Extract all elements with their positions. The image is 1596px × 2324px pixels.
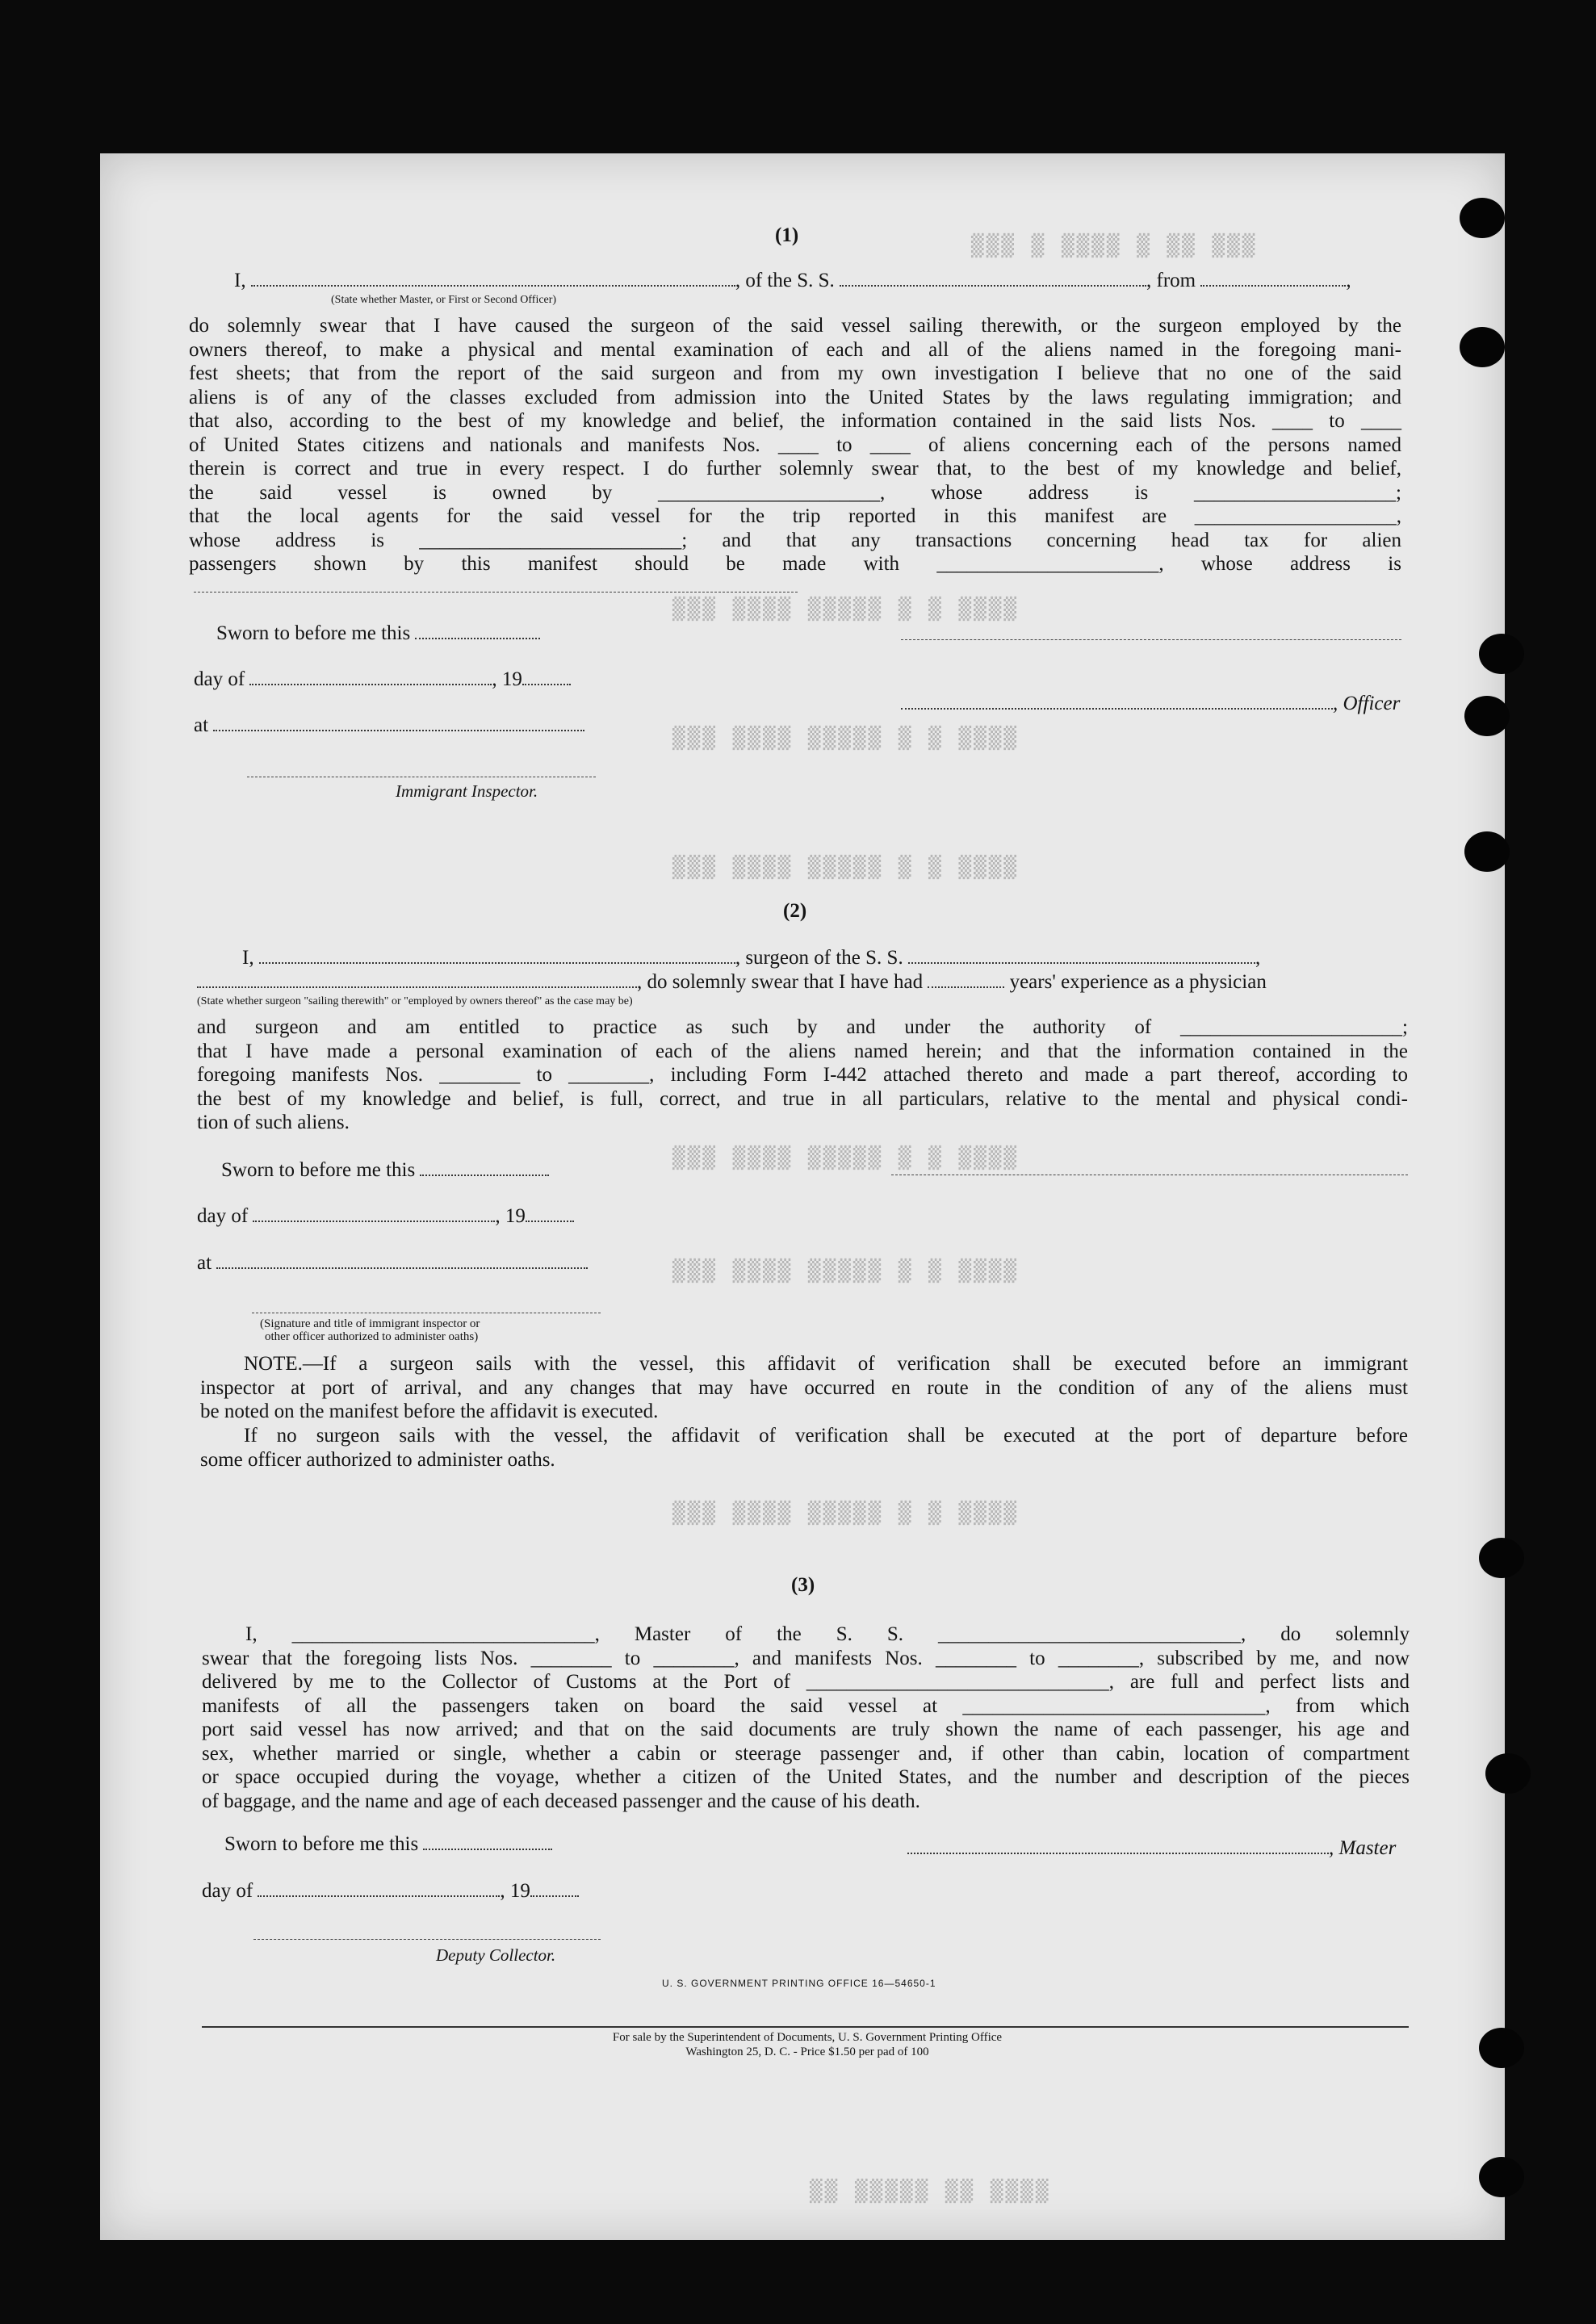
punch-hole-7	[1485, 1753, 1531, 1794]
section-3-number: (3)	[791, 1574, 815, 1596]
punch-hole-4	[1464, 696, 1510, 736]
punch-hole-8	[1479, 2028, 1524, 2068]
punch-hole-1	[1460, 198, 1505, 238]
section-2-body: and surgeon and am entitled to practice as such by and under the authority of ______________________; that I have made a personal examination of each of the aliens named herein; and that the information contained in the foregoing manifests Nos. ________ to ________, including Form I-442 attached thereto and made a part thereof, according to the best of my knowledge and belief, is full, correct, and true in all particulars, relative to the mental and physical condi- tion of such aliens.	[197, 1016, 1408, 1133]
bleed-through-row: ▒▒▒▒ ▒ ▒ ▒▒▒▒▒ ▒▒▒▒ ▒▒▒	[670, 1146, 1017, 1170]
bleed-through-row: ▒▒▒▒ ▒ ▒ ▒▒▒▒▒ ▒▒▒▒ ▒▒▒	[670, 856, 1017, 880]
punch-hole-5	[1464, 831, 1510, 872]
section-3-collector-line	[253, 1939, 601, 1940]
section-1-at: at	[194, 714, 584, 738]
footer-sale-notice	[484, 2030, 1130, 2059]
section-1-day-of: day of , 19	[194, 668, 571, 692]
section-3-day-of: day of , 19	[202, 1879, 579, 1903]
section-1-sworn: Sworn to before me this	[216, 622, 540, 646]
section-1-number: (1)	[775, 224, 799, 246]
section-2-signature-note-1: (Signature and title of immigrant inspector or	[260, 1317, 480, 1330]
section-2-no-surgeon-paragraph: If no surgeon sails with the vessel, the affidavit of verification shall be executed at the port of departure before some officer authorized to administer oaths.	[200, 1425, 1408, 1471]
section-2-surgeon-note: (State whether surgeon "sailing therewith" or "employed by owners thereof" as the case may be)	[197, 995, 633, 1007]
punch-hole-6	[1479, 1538, 1524, 1578]
section-1-inspector-label: Immigrant Inspector.	[396, 781, 538, 801]
section-2-day-of: day of , 19	[197, 1204, 574, 1229]
footer-sale-line-2: Washington 25, D. C. - Price $1.50 per pad of 100	[685, 2046, 929, 2058]
section-2-line-1: I, , surgeon of the S. S. ,	[242, 947, 1261, 969]
footer-sale-line-1: For sale by the Superintendent of Documents, U. S. Government Printing Office	[612, 2031, 1003, 2044]
section-1-signature-line-1	[901, 639, 1401, 640]
section-2-signature-note-2: other officer authorized to administer oaths)	[265, 1330, 479, 1343]
footer-rule	[202, 2026, 1409, 2028]
bleed-through-row: ▒▒▒ ▒▒ ▒ ▒▒▒▒ ▒ ▒▒▒	[969, 234, 1255, 258]
section-2-sworn: Sworn to before me this	[221, 1158, 549, 1183]
printing-office-code: U. S. GOVERNMENT PRINTING OFFICE 16—54650-1	[662, 1978, 936, 1989]
bleed-through-row: ▒▒▒▒ ▒ ▒ ▒▒▒▒▒ ▒▒▒▒ ▒▒▒	[670, 727, 1017, 751]
bleed-through-row: ▒▒▒▒ ▒ ▒ ▒▒▒▒▒ ▒▒▒▒ ▒▒▒	[670, 597, 1017, 622]
section-2-at: at	[197, 1251, 588, 1275]
bleed-through-row: ▒▒▒▒ ▒ ▒ ▒▒▒▒▒ ▒▒▒▒ ▒▒▒	[670, 1259, 1017, 1283]
section-3-sworn: Sworn to before me this	[224, 1832, 552, 1857]
section-1-line-1: I, , of the S. S. , from ,	[234, 270, 1351, 291]
section-3-collector-label: Deputy Collector.	[436, 1945, 556, 1965]
section-2-number: (2)	[783, 900, 807, 922]
punch-hole-2	[1460, 327, 1505, 367]
section-1-officer-note: (State whether Master, or First or Second Officer)	[331, 294, 557, 306]
section-1-officer-line: , Officer	[901, 692, 1400, 716]
section-3-body: I, ______________________________, Master of the S. S. ______________________________, do solemnly swear that the foregoing lists Nos. ________ to ________, and manifests Nos. ________ to ________, subscribed by me, and now delivered by me to the Collector of Customs at the Port of ______________________________, are full and perfect lists and manifests of all the passengers taken on board the said vessel at ______________________________, from which port said vessel has now arrived; and that on the said documents are truly shown the name of each passenger, his age and sex, whether married or single, whether a cabin or steerage passenger and, if other than cabin, location of compartment or space occupied during the voyage, whether a citizen of the United States, and the number and description of the pieces of baggage, and the name and age of each deceased passenger and the cause of his death.	[202, 1623, 1410, 1812]
section-1-address-line	[194, 592, 798, 593]
section-1-body: do solemnly swear that I have caused the surgeon of the said vessel sailing therewith, or the surgeon employed by the owners thereof, to make a physical and mental examination of each and all of the aliens named in the foregoing mani- fest sheets; that from the report of the said surgeon and from my own investigation I believe that no one of the said aliens is of any of the classes excluded from admission into the United States by the laws regulating immigration; and that also, according to the best of my knowledge and belief, the information contained in the said lists Nos. ____ to ____ of United States citizens and nationals and manifests Nos. ____ to ____ of aliens concerning each of the persons named therein is correct and true in every respect. I do further solemnly swear that, to the best of my knowledge and belief, the said vessel is owned by ______________________, whose address is ____________________; that the local agents for the said vessel for the trip reported in this manifest are ____________________, whose address is __________________________; and that any transactions concerning head tax for alien passengers shown by this manifest should be made with ______________________, whose address is	[189, 315, 1401, 575]
section-2-line-2: , do solemnly swear that I have had years' experience as a physician	[197, 970, 1267, 995]
section-3-master-line: , Master	[907, 1836, 1396, 1861]
bleed-through-row: ▒▒▒▒ ▒▒ ▒▒▒▒▒ ▒▒	[807, 2180, 1049, 2204]
section-2-note-paragraph: NOTE.—If a surgeon sails with the vessel, this affidavit of verification shall be executed before an immigrant inspector at port of arrival, and any changes that may have occurred en route in the condition of any of the aliens must be noted on the manifest before the affidavit is executed.	[200, 1353, 1408, 1422]
punch-hole-9	[1479, 2157, 1524, 2197]
bleed-through-row: ▒▒▒▒ ▒ ▒ ▒▒▒▒▒ ▒▒▒▒ ▒▒▒	[670, 1501, 1017, 1526]
punch-hole-3	[1479, 634, 1524, 674]
